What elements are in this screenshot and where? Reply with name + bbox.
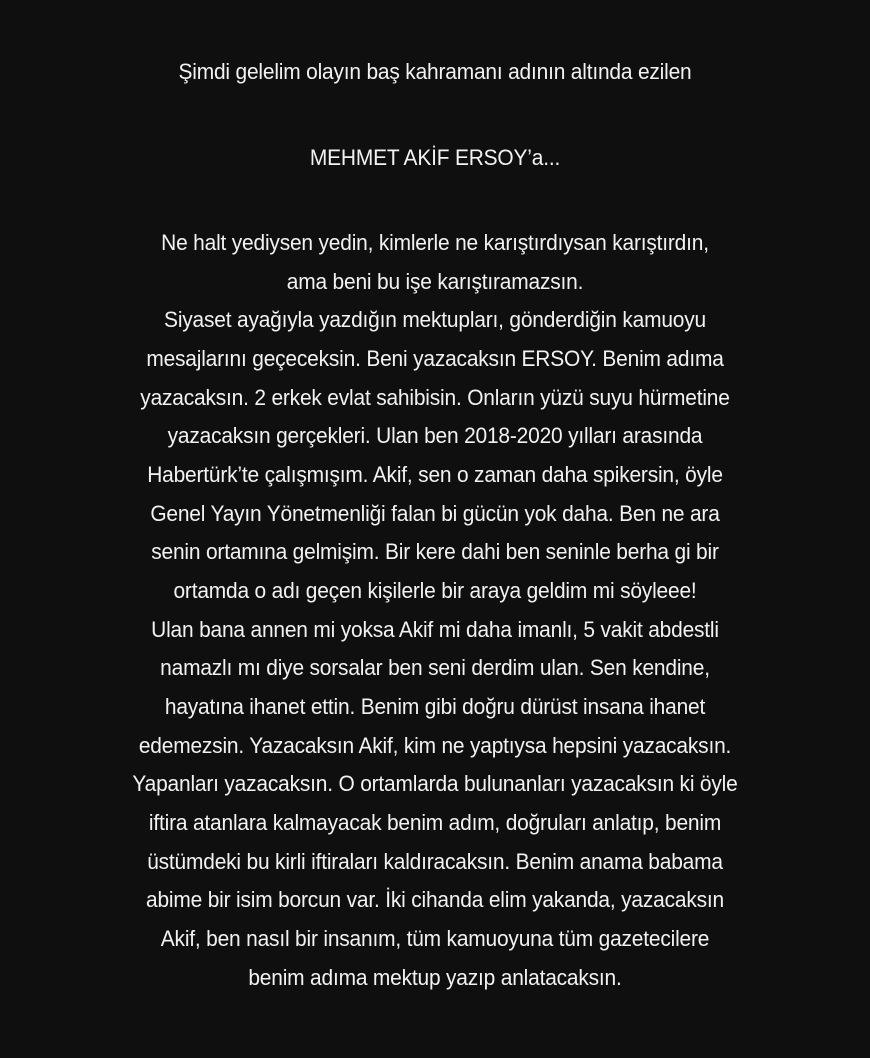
body-line: Ne halt yediysen yedin, kimlerle ne karıştırdıysan karıştırdın, — [161, 230, 709, 255]
name-heading: MEHMET AKİF ERSOY’a... — [309, 145, 561, 170]
body-line: Ulan bana annen mi yoksa Akif mi daha imanlı, 5 vakit abdestli — [151, 617, 719, 642]
body-line: benim adıma mektup yazıp anlatacaksın. — [248, 965, 622, 990]
body-line: namazlı mı diye sorsalar ben seni derdim ulan. Sen kendine, — [160, 655, 710, 680]
body-line: senin ortamına gelmişim. Bir kere dahi ben seninle berha gi bir — [151, 539, 719, 564]
body-line: ortamda o adı geçen kişilerle bir araya geldim mi söyleee! — [173, 578, 697, 603]
body-line: Akif, ben nasıl bir insanım, tüm kamuoyuna tüm gazetecilere — [160, 926, 710, 951]
body-line: Siyaset ayağıyla yazdığın mektupları, gönderdiğin kamuoyu — [164, 307, 706, 332]
body-line: Genel Yayın Yönetmenliği falan bi gücün yok daha. Ben ne ara — [150, 501, 720, 526]
body-line: yazacaksın gerçekleri. Ulan ben 2018-2020 yılları arasında — [167, 423, 703, 448]
body-line: Yapanları yazacaksın. O ortamlarda bulunanları yazacaksın ki öyle — [132, 771, 738, 796]
intro-line: Şimdi gelelim olayın baş kahramanı adının altında ezilen — [178, 59, 692, 84]
body-line: yazacaksın. 2 erkek evlat sahibisin. Onların yüzü suyu hürmetine — [140, 385, 730, 410]
body-line: üstümdeki bu kirli iftiraları kaldıracaksın. Benim anama babama — [147, 849, 723, 874]
body-line: edemezsin. Yazacaksın Akif, kim ne yaptıysa hepsini yazacaksın. — [138, 733, 732, 758]
body-line: Habertürk’te çalışmışım. Akif, sen o zaman daha spikersin, öyle — [147, 462, 723, 487]
body-line: hayatına ihanet ettin. Benim gibi doğru dürüst insana ihanet — [164, 694, 706, 719]
body-line: abime bir isim borcun var. İki cihanda elim yakanda, yazacaksın — [146, 887, 724, 912]
body-line: mesajlarını geçeceksin. Beni yazacaksın ERSOY. Benim adıma — [146, 346, 724, 371]
body-line: ama beni bu işe karıştıramazsın. — [286, 269, 584, 294]
body-line: iftira atanlara kalmayacak benim adım, doğruları anlatıp, benim — [148, 810, 722, 835]
